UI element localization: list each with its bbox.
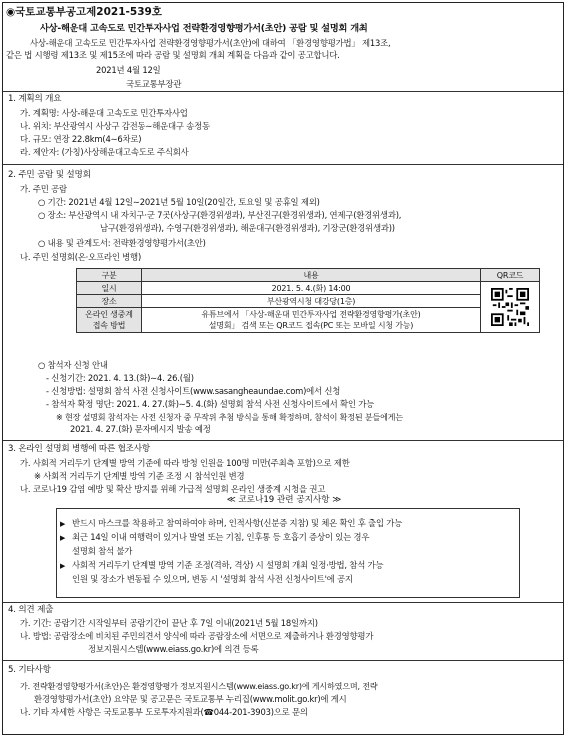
cooperation-a-note: ※ 사회적 거리두기 단계별 방역 기준 조정 시 참석인원 변경	[34, 471, 245, 481]
qr-cell[interactable]	[481, 282, 540, 333]
covid-notice-2a: 최근 14일 이내 여행력이 있거나 발열 또는 기침, 인후통 등 호흡기 증상이 있는 경우	[72, 532, 370, 542]
covid-notice-1: 반드시 마스크를 착용하고 참여하여야 하며, 인적사항(신분증 지참) 및 체온 확인 후 출입 가능	[72, 518, 403, 528]
row-place-value: 부산광역시청 대강당(1층)	[142, 295, 481, 308]
apply-note-1: ※ 현장 설명회 참석자는 사전 신청자 중 무작위 추첨 방식을 통해 확정하며, 참석이 확정된 분들에게는	[56, 412, 403, 422]
other-a-2: 환경영향평가서(초안) 요약문 및 공고문은 국토교통부 누리집(www.molit.go.kr)에 게시	[34, 694, 347, 704]
plan-proposer: 라. 제안자: (가칭)사상해운대고속도로 주식회사	[20, 147, 189, 157]
divider	[3, 660, 563, 661]
triangle-right-icon: ▶	[60, 562, 66, 570]
cooperation-b: 나. 코로나19 감염 예방 및 확산 방지를 위해 가급적 설명회 온라인 생중계 시청을 권고	[20, 484, 326, 494]
notice-number: ◉국토교통부공고제2021-539호	[6, 6, 162, 18]
briefing-table	[76, 268, 540, 333]
row-online-value-2: 설명회」 검색 또는 QR코드 접속(PC 또는 모바일 시청 가능)	[208, 321, 414, 330]
document-title: 사상-해운대 고속도로 민간투자사업 전략환경영향평가서(초안) 공람 및 설명회 개최	[40, 23, 368, 34]
review-places-1: ○ 장소: 부산광역시 내 자치구·군 7곳(사상구(환경위생과), 부산진구(환경위생과), 연제구(환경위생과),	[38, 210, 402, 220]
plan-location: 나. 위치: 부산광역시 사상구 감전동∼해운대구 송정동	[20, 121, 210, 131]
intro-line-2: 같은 법 시행령 제13조 및 제15조에 따라 공람 및 설명회 개최 계획을 다음과 같이 공고합니다.	[6, 50, 340, 60]
opinion-method-1: 나. 방법: 공람장소에 비치된 주민의견서 양식에 따라 공람장소에 서면으로 제출하거나 환경영향평가	[20, 631, 374, 641]
table-header-qr: QR코드	[481, 269, 540, 282]
cooperation-a: 가. 사회적 거리두기 단계별 방역 기준에 따라 방청 인원을 100명 미만(주최측 포함)으로 제한	[20, 458, 350, 468]
section-5-heading: 5. 기타사항	[8, 665, 51, 675]
opinion-period: 가. 기간: 공람기간 시작일부터 공람기간이 끝난 후 7일 이내(2021년 5월 18일까지)	[20, 618, 318, 628]
apply-note-2: 2021. 4. 27.(화) 문자메시지 발송 예정	[70, 424, 211, 434]
row-online-label-2: 접속 방법	[92, 321, 126, 330]
section-3-heading: 3. 온라인 설명회 병행에 따른 협조사항	[8, 444, 150, 454]
row-date-value: 2021. 5. 4.(화) 14:00	[142, 282, 481, 295]
row-online-value-1: 유튜브에서 「사상-해운대 민간투자사업 전략환경영향평가(초안)	[201, 310, 421, 319]
row-online-label-1: 온라인 생중계	[85, 310, 133, 319]
row-place-label: 장소	[77, 295, 142, 308]
triangle-right-icon: ▶	[60, 520, 66, 528]
divider	[3, 91, 563, 92]
section-2-heading: 2. 주민 공람 및 설명회	[8, 170, 91, 180]
other-b: 나. 기타 자세한 사항은 국토교통부 도로투자지원과(☎044-201-3903)으로 문의	[20, 707, 308, 717]
covid-notice-title: ≪ 코로나19 관련 공지사항 ≫	[226, 495, 342, 505]
section-1-heading: 1. 계획의 개요	[8, 94, 62, 104]
row-online-value	[142, 308, 481, 333]
table-header-division: 구분	[77, 269, 142, 282]
apply-method: - 신청방법: 설명회 참석 사전 신청사이트(www.sasangheaundae.com)에서 신청	[46, 386, 341, 396]
row-date-label: 일시	[77, 282, 142, 295]
review-places-2: 남구(환경위생과), 수영구(환경위생과), 해운대구(환경위생과), 기장군(환경위생과))	[100, 223, 395, 233]
issuer: 국토교통부장관	[126, 79, 182, 89]
section-4-heading: 4. 의견 제출	[8, 605, 54, 615]
briefing-title: 나. 주민 설명회(온·오프라인 병행)	[20, 252, 142, 262]
review-period: ○ 기간: 2021년 4월 12일∼2021년 5월 10일(20일간, 토요일 및 공휴일 제외)	[38, 197, 320, 207]
divider	[3, 440, 563, 441]
apply-title: ○ 참석자 신청 안내	[38, 360, 108, 370]
apply-period: - 신청기간: 2021. 4. 13.(화)∼4. 26.(월)	[46, 373, 194, 383]
other-a-1: 가. 전략환경영향평가서(초안)은 환경영향평가 정보지원시스템(www.eiass.go.kr)에 게시하였으며, 전략	[20, 681, 378, 691]
apply-confirm: - 참석자 확정 명단: 2021. 4. 27.(화)∼5. 4.(화) 설명회 참석 사전 신청사이트에서 확인 가능	[46, 399, 375, 409]
plan-name: 가. 계획명: 사상-해운대 고속도로 민간투자사업	[20, 108, 188, 118]
opinion-method-2: 정보지원시스템(www.eiass.go.kr)에 의견 등록	[88, 644, 259, 654]
plan-scale: 다. 규모: 연장 22.8km(4∼6차로)	[20, 134, 142, 144]
intro-line-1: 사상-해운대 고속도로 민간투자사업 전략환경영향평가서(초안)에 대하여 「환경영향평가법」 제13조,	[30, 38, 391, 48]
triangle-right-icon: ▶	[60, 534, 66, 542]
qr-code-icon[interactable]	[491, 288, 529, 326]
divider	[3, 602, 563, 603]
covid-notice-3b: 인원 및 장소가 변동될 수 있으며, 변동 시 '설명회 참석 사전 신청사이트'에 공지	[72, 574, 353, 584]
review-documents: ○ 내용 및 관계도서: 전략환경영향평가서(초안)	[38, 238, 206, 248]
row-online-label	[77, 308, 142, 333]
table-header-content: 내용	[142, 269, 481, 282]
covid-notice-2b: 설명회 참석 불가	[72, 546, 133, 556]
notice-date: 2021년 4월 12일	[96, 65, 161, 75]
divider	[3, 164, 563, 165]
covid-notice-3a: 사회적 거리두기 단계별 방역 기준 조정(격하, 격상) 시 설명회 개최 일정·방법, 참석 가능	[72, 560, 384, 570]
public-review-title: 가. 주민 공람	[20, 184, 67, 194]
